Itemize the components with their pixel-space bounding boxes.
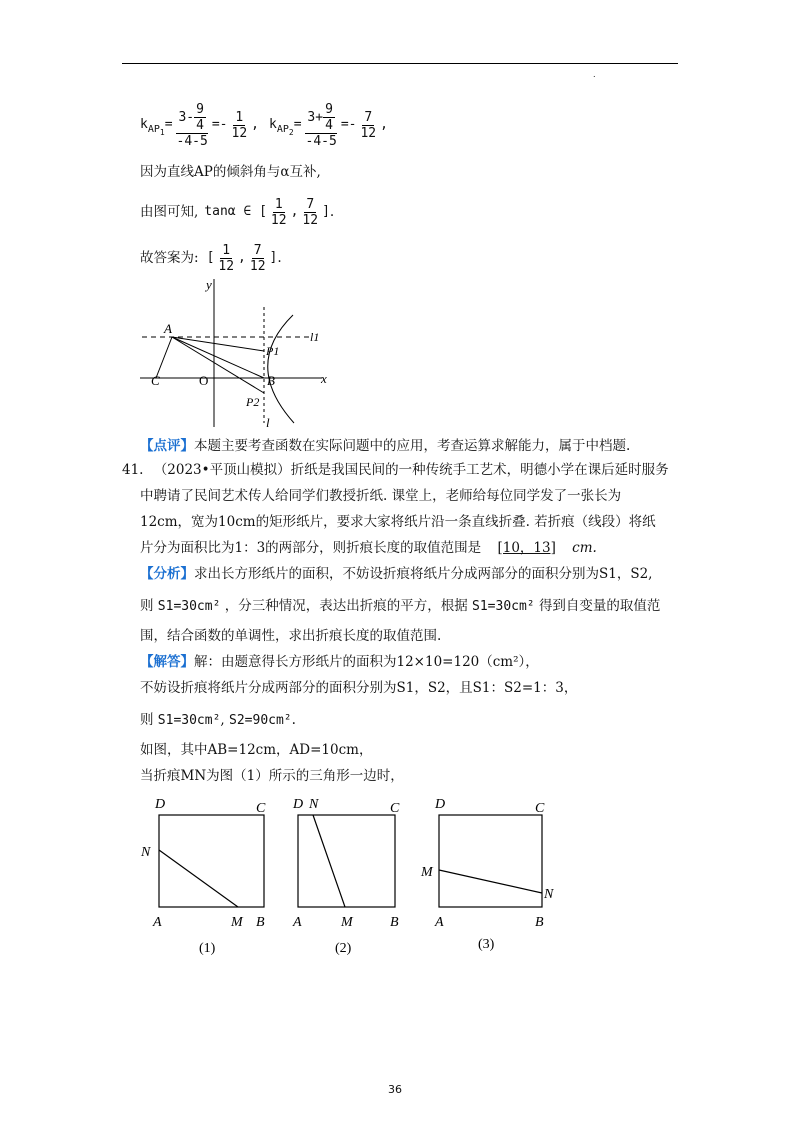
q41-answer: [10，13] [497, 540, 556, 556]
r2-label-A: A [293, 915, 302, 930]
rect-3 [439, 815, 542, 907]
fb-num: 7 [306, 196, 315, 212]
analysis-s1-expr: S1=30cm² [157, 599, 221, 614]
solution-sep: , [220, 712, 225, 728]
label-A: A [164, 321, 172, 336]
r2-label-M: M [341, 915, 353, 930]
eq-neg1: =- [211, 117, 228, 132]
header-rule [122, 63, 678, 64]
eq-neg2: =- [340, 117, 357, 132]
q41-line4 [140, 538, 597, 558]
analysis-tag: 【分析】 [140, 566, 194, 582]
q41-number: 41. [122, 462, 144, 478]
fa-num-b: 1 [222, 242, 231, 258]
label-P1: P1 [266, 344, 280, 358]
solution-then: 则 [140, 712, 154, 728]
solution-tag: 【解答】 [140, 654, 194, 670]
crease-2 [313, 815, 345, 907]
fa-den: 12 [270, 212, 287, 228]
r2-den: 12 [360, 125, 377, 141]
sep-b: , [238, 250, 246, 265]
q41-line1 [122, 460, 669, 480]
rectangle-figures [135, 790, 575, 965]
fa-num: 1 [274, 196, 283, 212]
segment-ab [172, 337, 264, 378]
r1-num: 1 [235, 109, 244, 125]
f2-four: 4 [325, 117, 333, 133]
frac-r1 [230, 110, 250, 141]
r2-label-D: D [293, 797, 304, 812]
r3-label-C: C [535, 801, 545, 816]
fb-den: 12 [302, 212, 319, 228]
header-mark: . [593, 70, 596, 79]
fa-den-b: 12 [218, 258, 235, 274]
sub-ap1: AP [147, 124, 160, 135]
r2-label-N: N [309, 797, 319, 812]
tan-expr: tanα ∈ [ [204, 204, 267, 219]
frac-9-4-a [194, 102, 206, 133]
rect-2 [298, 815, 395, 907]
comment-tag: 【点评】 [140, 438, 194, 454]
comma1: , [251, 117, 259, 132]
comment-text: 本题主要考查函数在实际问题中的应用，考查运算求解能力，属于中档题. [194, 438, 631, 454]
frac-kap2 [304, 102, 339, 149]
f1-nine: 9 [196, 101, 204, 117]
solution-s1-expr: S1=30cm² [157, 713, 221, 728]
r1-label-C: C [256, 801, 266, 816]
q41-line4-b: cm. [572, 540, 597, 556]
r1-label-D: D [155, 797, 166, 812]
frac-7-12-b [248, 243, 268, 274]
f1-num-a: 3- [178, 109, 195, 125]
sub-idx2: 2 [288, 128, 294, 137]
analysis-then: 则 [140, 598, 154, 614]
frac-r2 [358, 110, 378, 141]
label-O: O [199, 373, 209, 388]
analysis-s1-expr-2: S1=30cm² [472, 599, 535, 614]
eq2: = [293, 117, 302, 132]
line-answer-range [140, 240, 282, 276]
analysis-line2-b: ，分三种情况，表达出折痕的平方，根据 [224, 598, 468, 614]
label-P2: P2 [246, 395, 260, 409]
sub-ap2: AP [276, 124, 289, 135]
r2-label-B: B [390, 915, 399, 930]
r1-den: 12 [231, 125, 248, 141]
sep-a: , [290, 204, 299, 219]
crease-1 [159, 850, 238, 907]
analysis-line1-text: 求出长方形纸片的面积，不妨设折痕将纸片分成两部分的面积分别为S1，S2, [194, 566, 653, 582]
r2-num: 7 [364, 109, 373, 125]
label-B: B [267, 373, 275, 388]
sub-idx1: 1 [159, 128, 165, 137]
l2-prefix: 由图可知, [140, 204, 199, 220]
open-b: [ [206, 250, 215, 265]
r3-label-B: B [535, 915, 544, 930]
period-b: . [277, 250, 282, 266]
close-b: ] [269, 250, 278, 265]
r3-label-M: M [421, 865, 433, 880]
solution-line2: 不妨设折痕将纸片分成两部分的面积分别为S1，S2，且S1：S2=1：3， [140, 680, 578, 696]
r1-label-B: B [256, 915, 265, 930]
label-C: C [151, 373, 160, 388]
fb-num-b: 7 [253, 242, 262, 258]
q41-line3: 12cm，宽为10cm的矩形纸片，要求大家将纸片沿一条直线折叠. 若折痕（线段）将纸 [140, 514, 656, 530]
r3-label-A: A [435, 915, 444, 930]
solution-line5: 当折痕MN为图（1）所示的三角形一边时， [140, 768, 404, 784]
line-complement: 因为直线AP的倾斜角与α互补, [140, 164, 321, 180]
comment-line [140, 436, 630, 456]
frac-kap1-num [176, 102, 207, 134]
end1: , [380, 117, 388, 132]
coordinate-graph [130, 275, 350, 440]
f1-den: -4-5 [176, 133, 208, 149]
frac-7-12-a [300, 197, 320, 228]
r3-label-N: N [544, 887, 554, 902]
analysis-line3: 围，结合函数的单调性，求出折痕长度的取值范围. [140, 628, 442, 644]
crease-3 [439, 870, 542, 893]
q41-line1-text: （2023•平顶山模拟）折纸是我国民间的一种传统手工艺术，明德小学在课后延时服务 [153, 462, 669, 478]
r1-label-N: N [141, 845, 151, 860]
eq1: = [164, 117, 173, 132]
r1-label-M: M [231, 915, 243, 930]
q41-line4-a: 片分为面积比为1：3的两部分，则折痕长度的取值范围是 [140, 540, 482, 556]
period-a: . [329, 204, 335, 220]
line-tan-range [140, 194, 334, 230]
frac-1-12-a [269, 197, 289, 228]
close-a: ] [322, 204, 330, 219]
label-l1: l1 [310, 330, 320, 344]
caption-3: (3) [478, 937, 495, 952]
formula-kap [140, 100, 388, 150]
solution-line3 [140, 710, 296, 731]
k-symbol-2: k [268, 117, 277, 132]
r2-label-C: C [390, 801, 400, 816]
segment-ac [156, 337, 172, 378]
label-x: x [321, 371, 327, 386]
analysis-line2-c: 得到自变量的取值范 [538, 598, 661, 614]
q41-line2: 中聘请了民间艺术传人给同学们教授折纸. 课堂上，老师给每位同学发了一张长为 [140, 488, 622, 504]
r1-label-A: A [153, 915, 162, 930]
label-l: l [266, 415, 270, 430]
label-y: y [206, 277, 212, 292]
solution-line1 [140, 652, 539, 672]
solution-line4: 如图，其中AB=12cm，AD=10cm， [140, 742, 373, 758]
segment-ap1 [172, 337, 264, 351]
frac-kap2-num [305, 102, 336, 134]
parabola-curve [268, 315, 294, 423]
analysis-line2 [140, 596, 660, 617]
f2-nine: 9 [325, 101, 333, 117]
l3-prefix: 故答案为: [140, 250, 199, 266]
frac-1-12-b [216, 243, 236, 274]
page-number: 36 [388, 1083, 402, 1096]
k-symbol: k [140, 117, 148, 132]
f2-num-a: 3+ [307, 109, 324, 125]
solution-s2-expr: S2=90cm² [229, 713, 292, 728]
segment-ap2 [172, 337, 264, 393]
solution-line3-end: . [291, 712, 296, 728]
frac-9-4-b [323, 102, 335, 133]
solution-line1-text: 解：由题意得长方形纸片的面积为12×10=120（cm²）， [194, 654, 539, 670]
r3-label-D: D [435, 797, 446, 812]
caption-1: (1) [199, 941, 216, 956]
caption-2: (2) [335, 941, 352, 956]
fb-den-b: 12 [249, 258, 266, 274]
f1-four: 4 [196, 117, 204, 133]
f2-den: -4-5 [305, 133, 337, 149]
frac-kap1 [175, 102, 210, 149]
analysis-line1 [140, 564, 652, 584]
